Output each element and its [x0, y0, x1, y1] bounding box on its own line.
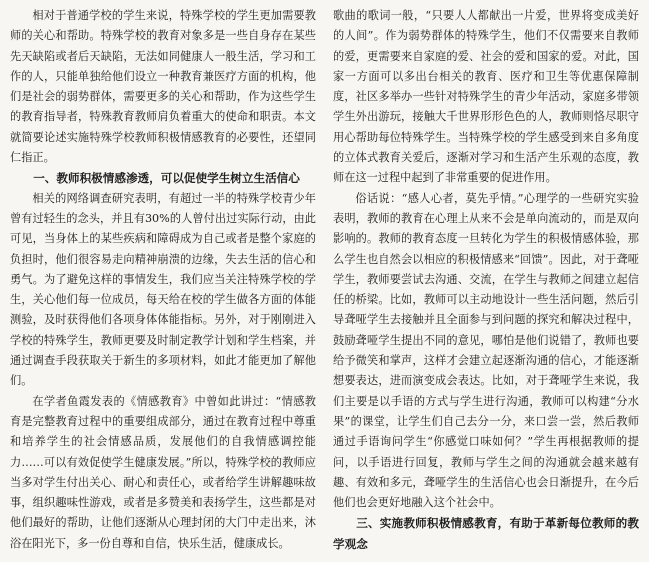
- intro-paragraph: 相对于普通学校的学生来说，特殊学校的学生更加需要教师的关心和帮助。特殊学校的教育对象多是一些自身存在某些先天缺陷或者后天缺陷，无法如同健康人一般生活，学习和工作的人，只能单独给他们设立一种教育兼医疗方面的机构，他们是社会的弱势群体，需要更多的关心和帮助，作为这些学生的教育指导者，特殊教育教师肩负着重大的使命和职责。本文就简要论述实施特殊学校教师积极情感教育的必要性，还望同仁指正。: [10, 9, 316, 165]
- paragraph: 相关的网络调查研究表明，有超过一半的特殊学校青少年曾有过轻生的念头，并且有30%的人曾付出过实际行动，由此可见，当身体上的某些疾病和障碍成为自己或者是整个家庭的负担时，他们很容易走向精神崩溃的边缘，失去生活的信心和勇气。为了避免这样的事情发生，我们应当关注特殊学校的学生，关心他们每一位成员，每天给在校的学生做各方面的体能测验，及时获得他们各项身体体能指标。另外，对于刚刚进入学校的特殊学生，教师更要及时制定教学计划和学生档案，并通过调查手段获取关于新生的多项材料，如此才能更加了解他们。: [10, 191, 316, 388]
- left-column: [10, 6, 316, 562]
- section-heading-3: 三、实施教师积极情感教育，有助于革新每位教师的教学观念: [333, 516, 639, 551]
- paragraph: 俗话说：“感人心者，莫先乎情。”心理学的一些研究实验表明，教师的教育在心理上从来不会是单向流动的，而是双向影响的。教师的教育态度一旦转化为学生的积极情感体验，那么学生也自然会以相应的积极情感来“回馈”。因此，对于聋哑学生，教师要尝试去沟通、交流，在学生与教师之间建立起信任的桥梁。比如，教师可以主动地设计一些生活问题，然后引导聋哑学生去接触并且全面参与到问题的探究和解决过程中，鼓励聋哑学生提出不同的意见，哪怕是他们说错了，教师也要给予微笑和掌声，这样才会建立起逐渐沟通的信心，才能逐渐想要表达，进而演变成会表达。比如，对于聋哑学生来说，我们主要是以手语的方式与学生进行沟通，教师可以构建“分水果”的课堂，让学生们自己去分一分，来口尝一尝，然后教师通过手语询问学生“你感觉口味如何？”学生再根据教师的提问，以手语进行回复，教师与学生之间的沟通就会越来越有趣、有效和多元，聋哑学生的生活信心也会日渐提升，在今后他们也会更好地融入这个社会中。: [333, 191, 639, 510]
- paragraph: 在学者鱼霞发表的《情感教育》中曾如此讲过：“情感教育是完整教育过程中的重要组成部分，通过在教育过程中尊重和培养学生的社会情感品质，发展他们的自我情感调控能力……可以有效促使学生健康发展。”所以，特殊学校的教师应当多对学生付出关心、耐心和责任心，或者给学生讲解趣味故事，组织趣味性游戏，或者是多赞美和表扬学生，这些都是对他们最好的帮助，让他们逐渐从心理封闭的大门中走出来，沐浴在阳光下，多一份自尊和自信，快乐生活，健康成长。: [10, 394, 316, 550]
- right-column: [333, 6, 639, 562]
- section-heading-1: 一、教师积极情感渗透，可以促使学生树立生活信心: [33, 171, 300, 186]
- paragraph: 歌曲的歌词一般，“只要人人都献出一片爱，世界将变成美好的人间”。作为弱势群体的特殊学生，他们不仅需要来自教师的爱，更需要来自家庭的爱、社会的爱和国家的爱。对此，国家一方面可以多出台相关的教育、医疗和卫生等优惠保障制度，社区多举办一些针对特殊学生的青少年活动，家庭多带领学生外出游玩，接触大千世界形形色色的人，教师则恪尽职守用心帮助每位特殊学生。当特殊学校的学生感受到来自多角度的立体式教育关爱后，逐渐对学习和生活产生乐观的态度，教师在这一过程中起到了非常重要的促进作用。: [333, 9, 639, 185]
